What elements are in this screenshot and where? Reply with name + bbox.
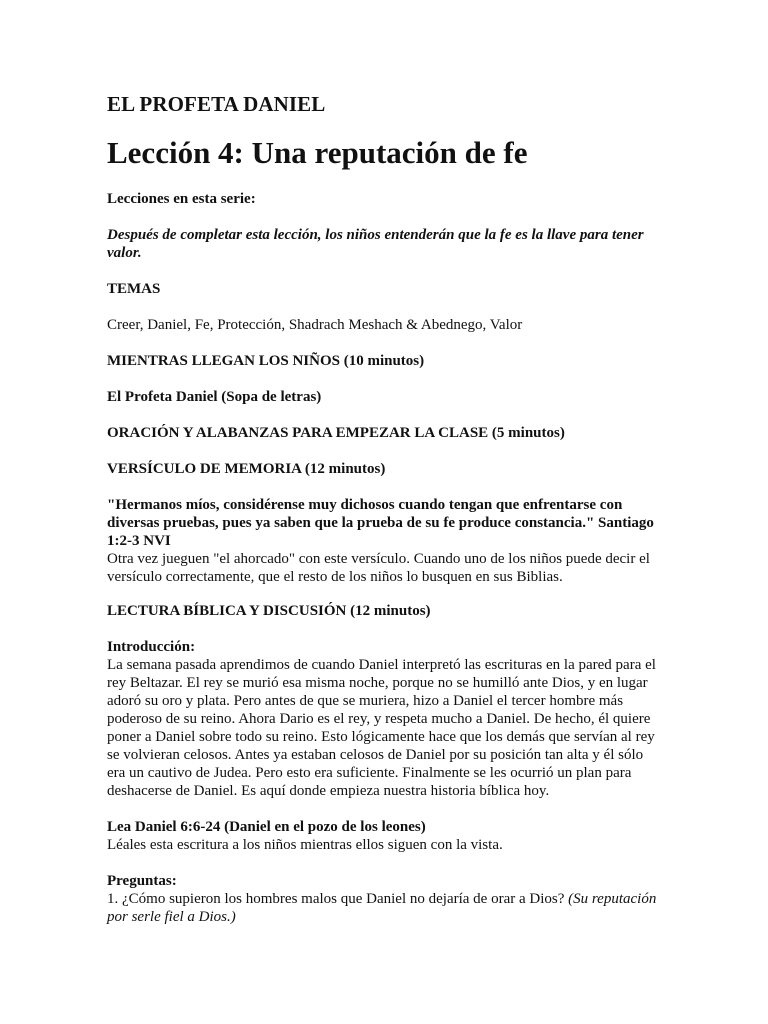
introduction-label: Introducción:: [107, 639, 196, 655]
question-answer: (Su reputación por serle fiel a Dios.): [107, 891, 657, 925]
series-title: EL PROFETA DANIEL: [107, 92, 326, 116]
memory-verse-instructions: Otra vez jueguen "el ahorcado" con este versículo. Cuando uno de los niños puede decir el versículo correctamente, que el resto de los niños lo busquen en sus Biblias.: [107, 551, 650, 585]
questions-block: [107, 872, 662, 926]
question-text: 1. ¿Cómo supieron los hombres malos que Daniel no dejaría de orar a Dios?: [107, 891, 565, 907]
questions-label: Preguntas:: [107, 873, 177, 889]
prayer-heading: ORACIÓN Y ALABANZAS PARA EMPEZAR LA CLASE (5 minutos): [107, 425, 565, 441]
memory-verse-block: [107, 496, 662, 586]
activity-heading: El Profeta Daniel (Sopa de letras): [107, 389, 322, 405]
introduction-text: La semana pasada aprendimos de cuando Daniel interpretó las escrituras en la pared para el rey Beltazar. El rey se murió esa misma noche, porque no se humilló ante Dios, y en lugar adoró su oro y plata. Pero antes de que se muriera, hizo a Daniel el tercer hombre más poderoso de su reino. Ahora Dario es el rey, y respeta mucho a Daniel. De hecho, él quiere poner a Daniel sobre todo su reino. Esto lógicamente hace que los demás que servían al rey se volvieran celosos. Antes ya estaban celosos de Daniel por su posición tan alta y él sólo era un cautivo de Judea. Pero esto era suficiente. Finalmente se les ocurrió un plan para deshacerse de Daniel. Es aquí donde empieza nuestra historia bíblica hoy.: [107, 657, 656, 799]
passage-text: Léales esta escritura a los niños mientras ellos siguen con la vista.: [107, 837, 503, 853]
question-item: [107, 890, 662, 926]
themes-heading: TEMAS: [107, 281, 161, 297]
themes-list: Creer, Daniel, Fe, Protección, Shadrach Meshach & Abednego, Valor: [107, 317, 523, 333]
passage-block: [107, 818, 662, 854]
memory-verse-quote: "Hermanos míos, considérense muy dichosos cuando tengan que enfrentarse con diversas pruebas, pues ya saben que la prueba de su fe produce constancia." Santiago 1:2-3 NVI: [107, 497, 654, 549]
passage-label: Lea Daniel 6:6-24 (Daniel en el pozo de los leones): [107, 819, 426, 835]
lesson-title: Lección 4: Una reputación de fe: [107, 135, 528, 170]
lesson-objective: Después de completar esta lección, los niños entenderán que la fe es la llave para tener valor.: [107, 227, 644, 261]
introduction-block: [107, 638, 662, 800]
memory-verse-heading: VERSÍCULO DE MEMORIA (12 minutos): [107, 461, 386, 477]
arrival-heading: MIENTRAS LLEGAN LOS NIÑOS (10 minutos): [107, 353, 425, 369]
reading-heading: LECTURA BÍBLICA Y DISCUSIÓN (12 minutos): [107, 603, 431, 619]
series-label: Lecciones en esta serie:: [107, 191, 256, 207]
